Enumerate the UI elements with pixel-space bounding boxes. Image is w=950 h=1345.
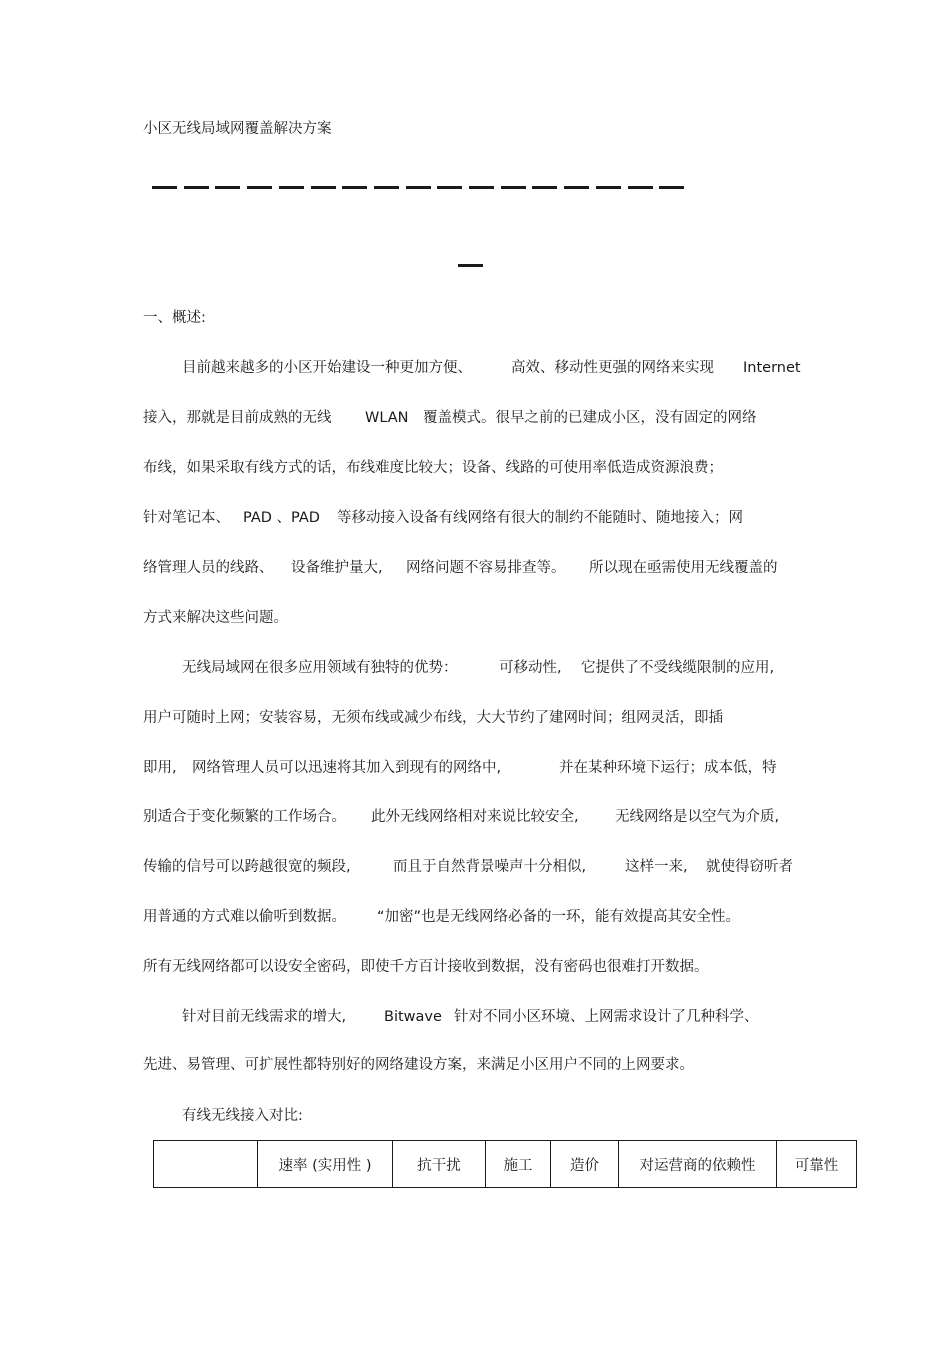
dash-mark [374,186,399,189]
dash-mark [215,186,240,189]
dash-mark [342,186,367,189]
dash-mark [596,186,621,189]
table-header-cell [154,1141,258,1188]
comparison-table [153,1140,857,1188]
dash-mark [628,186,653,189]
dash-mark [437,186,462,189]
dash-mark [279,186,304,189]
dash-mark [532,186,557,189]
dash-separator-end [458,264,483,267]
table-header-row [154,1141,857,1188]
dash-mark [184,186,209,189]
table-header-cell: 造价 [551,1141,619,1188]
dash-separator [152,176,692,196]
dash-mark [406,186,431,189]
table-header-cell: 可靠性 [777,1141,857,1188]
table-header-cell: 施工 [486,1141,551,1188]
dash-mark [659,186,684,189]
dash-mark [501,186,526,189]
dash-mark [152,186,177,189]
table-header-cell: 抗干扰 [393,1141,486,1188]
dash-mark [564,186,589,189]
dash-mark [247,186,272,189]
dash-mark [469,186,494,189]
dash-mark [311,186,336,189]
table-header-cell: 速率 (实用性 ) [258,1141,393,1188]
table-header-cell: 对运营商的依赖性 [619,1141,777,1188]
